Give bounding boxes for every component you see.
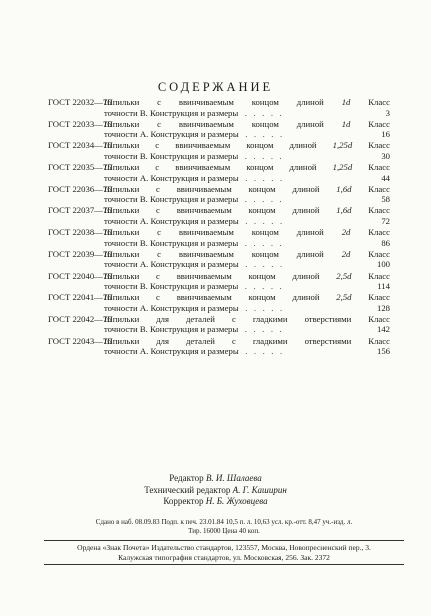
title-word: ввинчиваемым	[175, 162, 231, 173]
title-word: с	[231, 335, 236, 346]
title-word: длиной	[292, 183, 320, 194]
title-word: деталей	[186, 335, 215, 346]
standard-code: ГОСТ 22037—76	[48, 205, 112, 216]
title-word: с	[231, 313, 236, 324]
entry-title	[104, 271, 390, 282]
page-number: 72	[381, 216, 390, 227]
entry-subtitle: точности А. Конструкция и размеры . . . . .	[104, 259, 283, 270]
title-word: Класс	[368, 118, 390, 129]
title-word: гладкими	[252, 335, 288, 346]
standard-code: ГОСТ 22041—76	[48, 292, 112, 303]
title-word: 1d	[341, 97, 351, 107]
title-word: с	[156, 183, 160, 194]
title-word: Класс	[368, 227, 390, 238]
title-word: 2d	[341, 227, 351, 238]
entry-subtitle: точности В. Конструкция и размеры . . . . .	[104, 107, 282, 118]
title-word: длиной	[296, 118, 324, 129]
title-word: Шпильки	[104, 227, 140, 238]
entry-subtitle: точности В. Конструкция и размеры . . . . .	[104, 237, 282, 248]
entry-title	[104, 119, 390, 130]
title-word: Шпильки	[104, 183, 140, 194]
toc-entry	[48, 314, 390, 335]
title-word: Класс	[368, 205, 390, 216]
title-word: Шпильки	[104, 313, 140, 324]
standard-code: ГОСТ 22043—76	[48, 335, 112, 346]
toc-entry	[48, 119, 390, 140]
title-word: с	[155, 162, 160, 173]
title-word: концом	[251, 118, 279, 129]
title-word: Шпильки	[104, 97, 140, 107]
entry-title	[104, 184, 390, 195]
title-word: ввинчиваемым	[176, 292, 232, 303]
title-word: Шпильки	[104, 205, 140, 216]
title-word: для	[156, 313, 169, 324]
title-word: длиной	[296, 227, 324, 238]
page-number: 100	[376, 259, 390, 270]
title-word: Класс	[368, 162, 390, 173]
title-word: с	[156, 205, 160, 216]
title-word: концом	[246, 140, 274, 151]
standard-code: ГОСТ 22040—76	[48, 270, 112, 281]
page-number: 30	[381, 150, 390, 161]
title-word: Класс	[368, 335, 390, 346]
title-word: концом	[248, 292, 276, 303]
imprint-line-1: Сдано в наб. 08.09.83 Подп. к печ. 23.01.84 10,5 п. л. 10,63 усл. кр.-отт. 8,47 уч.-изд. л.	[95, 518, 353, 526]
title-word: гладкими	[252, 313, 288, 324]
title-word: Класс	[368, 97, 390, 107]
title-word: Класс	[368, 313, 390, 324]
title-word: Шпильки	[104, 292, 140, 303]
toc-entry	[48, 97, 390, 118]
title-word: с	[156, 270, 160, 281]
title-word: длиной	[292, 205, 320, 216]
title-word: с	[157, 118, 161, 129]
entry-subtitle: точности А. Конструкция и размеры . . . . .	[104, 172, 283, 183]
entry-subtitle: точности В. Конструкция и размеры . . . . .	[104, 150, 282, 161]
imprint-block	[44, 518, 404, 536]
title-word: Класс	[368, 183, 390, 194]
standard-code: ГОСТ 22038—76	[48, 227, 112, 238]
entry-subtitle: точности А. Конструкция и размеры . . . . .	[104, 346, 283, 357]
title-word: 2d	[341, 248, 351, 259]
title-word: с	[157, 227, 161, 238]
title-word: концом	[246, 162, 274, 173]
page-number: 142	[376, 324, 390, 335]
title-word: ввинчиваемым	[178, 227, 234, 238]
title-word: концом	[248, 205, 276, 216]
publisher-line-2: Калужская типография стандартов, ул. Московская, 256. Зак. 2372	[118, 552, 330, 562]
divider-top	[44, 540, 404, 541]
title-word: ввинчиваемым	[176, 205, 232, 216]
divider-bottom	[44, 564, 404, 565]
title-word: длиной	[292, 292, 320, 303]
toc-entry	[48, 271, 390, 292]
toc-entry	[48, 205, 390, 226]
entry-title	[104, 249, 390, 260]
toc-entry	[48, 140, 390, 161]
page-number: 128	[376, 302, 390, 313]
title-word: концом	[248, 183, 276, 194]
title-word: 2,5d	[336, 292, 352, 303]
title-word: длиной	[289, 162, 317, 173]
entry-subtitle: точности А. Конструкция и размеры . . . . .	[104, 216, 283, 227]
entry-title	[104, 336, 390, 347]
title-word: ввинчиваемым	[178, 118, 234, 129]
title-word: Шпильки	[104, 335, 140, 346]
toc-entry	[48, 292, 390, 313]
title-word: длиной	[296, 248, 324, 259]
title-word: деталей	[186, 313, 215, 324]
editor-line: Редактор В. И. Шалаева	[169, 473, 262, 483]
standard-code: ГОСТ 22032—76	[48, 97, 112, 107]
title-word: ввинчиваемым	[178, 97, 234, 107]
title-word: Класс	[368, 270, 390, 281]
title-word: 1,6d	[336, 183, 352, 194]
title-word: с	[155, 140, 160, 151]
page-heading: СОДЕРЖАНИЕ	[157, 80, 274, 94]
title-word: концом	[251, 97, 279, 107]
title-word: ввинчиваемым	[176, 270, 232, 281]
tech-editor-line: Технический редактор А. Г. Каширин	[144, 484, 287, 495]
entry-subtitle: точности В. Конструкция и размеры . . . . .	[104, 324, 282, 335]
title-word: ввинчиваемым	[175, 140, 231, 151]
entry-subtitle: точности А. Конструкция и размеры . . . . .	[104, 129, 283, 140]
toc-entry	[48, 336, 390, 357]
page-number: 16	[381, 129, 390, 140]
title-word: 1,25d	[332, 140, 353, 151]
title-word: с	[157, 248, 161, 259]
title-word: Шпильки	[104, 162, 140, 173]
standard-code: ГОСТ 22039—76	[48, 248, 112, 259]
page-number: 3	[385, 107, 390, 118]
title-word: Класс	[368, 292, 390, 303]
title-word: отверстиями	[304, 335, 352, 346]
title-word: длиной	[289, 140, 317, 151]
entry-title	[104, 205, 390, 216]
title-word: длиной	[296, 97, 324, 107]
entry-title	[104, 227, 390, 238]
title-word: концом	[248, 270, 276, 281]
entry-title	[104, 314, 390, 325]
entry-title	[104, 97, 390, 108]
entry-title	[104, 292, 390, 303]
corrector-line: Корректор Н. Б. Жуховцева	[163, 496, 268, 506]
toc-entry	[48, 162, 390, 183]
title-word: с	[157, 97, 161, 107]
title-word: 1,25d	[332, 162, 353, 173]
title-word: 1,6d	[336, 205, 352, 216]
page-number: 86	[381, 237, 390, 248]
title-word: длиной	[292, 270, 320, 281]
toc-entry	[48, 249, 390, 270]
page-number: 156	[376, 346, 390, 357]
standard-code: ГОСТ 22035—75	[48, 162, 112, 173]
toc-entry	[48, 227, 390, 248]
entry-subtitle: точности В. Конструкция и размеры . . . . .	[104, 194, 282, 205]
title-word: Шпильки	[104, 140, 140, 151]
title-word: Шпильки	[104, 118, 140, 129]
title-word: Класс	[368, 140, 390, 151]
imprint-line-2: Тир. 16000 Цена 40 коп.	[188, 527, 260, 535]
entry-title	[104, 162, 390, 173]
entry-subtitle: точности В. Конструкция и размеры . . . . .	[104, 281, 282, 292]
page-number: 58	[381, 194, 390, 205]
title-word: с	[156, 292, 160, 303]
title-word: концом	[251, 248, 279, 259]
title-word: Шпильки	[104, 248, 140, 259]
page-number: 114	[377, 281, 390, 292]
standard-code: ГОСТ 22036—76	[48, 183, 112, 194]
toc-entry	[48, 184, 390, 205]
publisher-line-1: Ордена «Знак Почета» Издательство стандартов, 123557, Москва, Новопресненский пер., 3.	[77, 543, 371, 552]
standard-code: ГОСТ 22034—76	[48, 140, 112, 151]
title-word: отверстиями	[304, 313, 352, 324]
title-word: ввинчиваемым	[176, 183, 232, 194]
page-number: 44	[381, 172, 390, 183]
standard-code: ГОСТ 22033—76	[48, 118, 112, 129]
publisher-block	[44, 543, 404, 562]
entry-subtitle: точности А. Конструкция и размеры . . . . .	[104, 302, 283, 313]
title-word: 2,5d	[336, 270, 352, 281]
title-word: ввинчиваемым	[178, 248, 234, 259]
title-word: для	[156, 335, 169, 346]
entry-title	[104, 140, 390, 151]
title-word: концом	[251, 227, 279, 238]
title-word: 1d	[341, 118, 351, 129]
title-word: Класс	[368, 248, 390, 259]
credits-block	[0, 473, 431, 508]
standard-code: ГОСТ 22042—76	[48, 313, 112, 324]
table-of-contents	[48, 97, 390, 357]
title-word: Шпильки	[104, 270, 140, 281]
